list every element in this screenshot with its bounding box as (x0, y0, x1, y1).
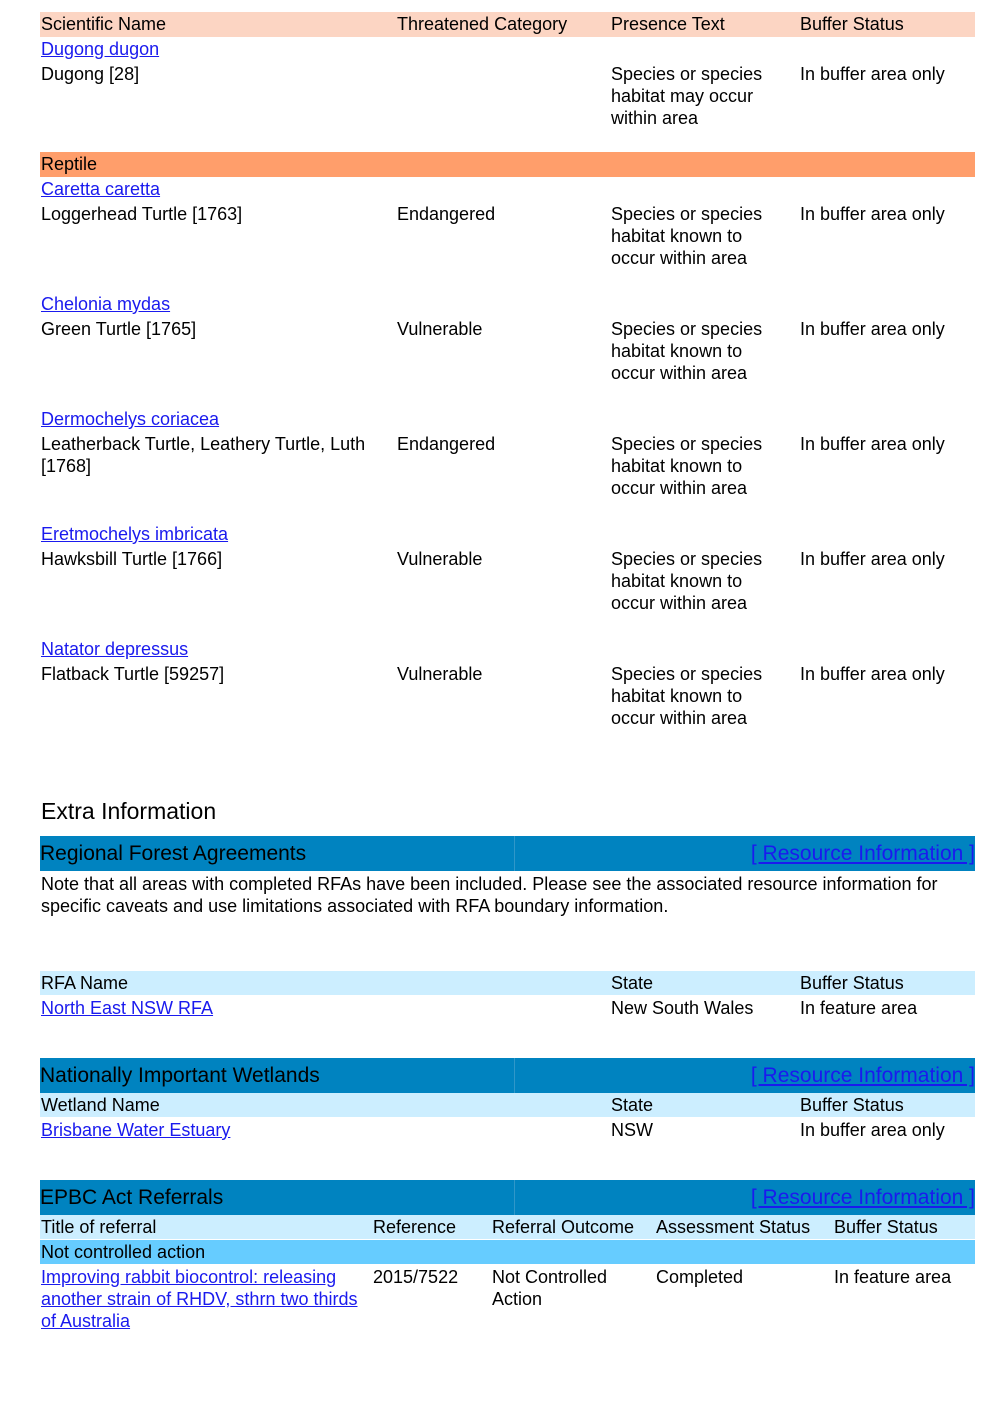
referral-assessment-status: Completed (656, 1267, 744, 1287)
species-link-dugong[interactable]: Dugong dugon (41, 39, 160, 59)
species-category: Vulnerable (397, 664, 483, 684)
col-buffer-status: Buffer Status (800, 973, 904, 993)
header-divider (514, 1180, 515, 1215)
group-label: Not controlled action (41, 1242, 206, 1262)
col-title-of-referral: Title of referral (41, 1217, 157, 1237)
col-assessment-status: Assessment Status (656, 1217, 811, 1237)
wetland-link-brisbane-water-estuary[interactable]: Brisbane Water Estuary (41, 1120, 231, 1140)
species-link-natator[interactable]: Natator depressus (41, 639, 189, 659)
header-divider (514, 1058, 515, 1093)
col-wetland-name: Wetland Name (41, 1095, 160, 1115)
species-common-name: Flatback Turtle [59257] (41, 664, 225, 684)
species-buffer: In buffer area only (800, 664, 945, 684)
rfa-note: Note that all areas with completed RFAs have been included. Please see the associated resource information for specific caveats and use limitations associated with RFA boundary information. (41, 874, 938, 916)
col-threatened-category: Threatened Category (397, 14, 568, 34)
group-header-reptile (40, 152, 975, 177)
species-presence: Species or species habitat known to occur within area (611, 204, 763, 268)
col-state: State (611, 1095, 654, 1115)
col-reference: Reference (373, 1217, 457, 1237)
rfa-state: New South Wales (611, 998, 754, 1018)
species-link-dermochelys[interactable]: Dermochelys coriacea (41, 409, 220, 429)
species-category: Vulnerable (397, 319, 483, 339)
rfa-resource-information-link[interactable]: [ Resource Information ] (750, 842, 975, 865)
species-presence: Species or species habitat known to occur within area (611, 664, 763, 728)
referral-reference: 2015/7522 (373, 1267, 459, 1287)
species-table-header (40, 12, 975, 37)
species-category: Vulnerable (397, 549, 483, 569)
species-presence: Species or species habitat may occur within area (611, 64, 763, 128)
rfa-link-north-east-nsw[interactable]: North East NSW RFA (41, 998, 214, 1018)
referrals-group-header (40, 1240, 975, 1264)
rfa-table-header (40, 971, 975, 995)
referrals-resource-information-link[interactable]: [ Resource Information ] (750, 1186, 975, 1209)
rfa-section-title: Regional Forest Agreements (40, 842, 307, 865)
wetlands-section-title: Nationally Important Wetlands (40, 1064, 320, 1087)
species-link-chelonia[interactable]: Chelonia mydas (41, 294, 171, 314)
wetlands-section-header (40, 1058, 975, 1093)
col-referral-outcome: Referral Outcome (492, 1217, 635, 1237)
col-rfa-name: RFA Name (41, 973, 129, 993)
referral-buffer: In feature area (834, 1267, 952, 1287)
species-category: Endangered (397, 434, 496, 454)
wetland-buffer: In buffer area only (800, 1120, 945, 1140)
species-link-caretta[interactable]: Caretta caretta (41, 179, 161, 199)
species-presence: Species or species habitat known to occur within area (611, 549, 763, 613)
rfa-section-header (40, 836, 975, 871)
species-buffer: In buffer area only (800, 319, 945, 339)
referral-outcome: Not Controlled Action (492, 1267, 608, 1309)
wetland-state: NSW (611, 1120, 653, 1140)
col-state: State (611, 973, 654, 993)
col-buffer-status: Buffer Status (800, 1095, 904, 1115)
rfa-buffer: In feature area (800, 998, 918, 1018)
species-buffer: In buffer area only (800, 204, 945, 224)
wetlands-table-header (40, 1093, 975, 1117)
referrals-section-header (40, 1180, 975, 1215)
header-divider (514, 836, 515, 871)
col-buffer-status: Buffer Status (834, 1217, 938, 1237)
species-common-name: Hawksbill Turtle [1766] (41, 549, 223, 569)
species-common-name: Loggerhead Turtle [1763] (41, 204, 243, 224)
wetlands-resource-information-link[interactable]: [ Resource Information ] (750, 1064, 975, 1087)
species-common-name: Dugong [28] (41, 64, 140, 84)
col-buffer-status: Buffer Status (800, 14, 904, 34)
species-common-name: Green Turtle [1765] (41, 319, 197, 339)
col-scientific-name: Scientific Name (41, 14, 167, 34)
species-buffer: In buffer area only (800, 434, 945, 454)
col-presence-text: Presence Text (611, 14, 725, 34)
referrals-table-header (40, 1215, 975, 1239)
species-common-name: Leatherback Turtle, Leathery Turtle, Luth [1768] (41, 434, 366, 476)
referral-link-rabbit-biocontrol[interactable]: Improving rabbit biocontrol: releasing another strain of RHDV, sthrn two thirds of Australia (41, 1267, 358, 1331)
extra-information-heading: Extra Information (41, 798, 217, 824)
species-presence: Species or species habitat known to occur within area (611, 319, 763, 383)
species-buffer: In buffer area only (800, 64, 945, 84)
group-label: Reptile (41, 154, 98, 174)
species-category: Endangered (397, 204, 496, 224)
species-link-eretmochelys[interactable]: Eretmochelys imbricata (41, 524, 229, 544)
species-buffer: In buffer area only (800, 549, 945, 569)
species-presence: Species or species habitat known to occur within area (611, 434, 763, 498)
referrals-section-title: EPBC Act Referrals (40, 1186, 224, 1209)
